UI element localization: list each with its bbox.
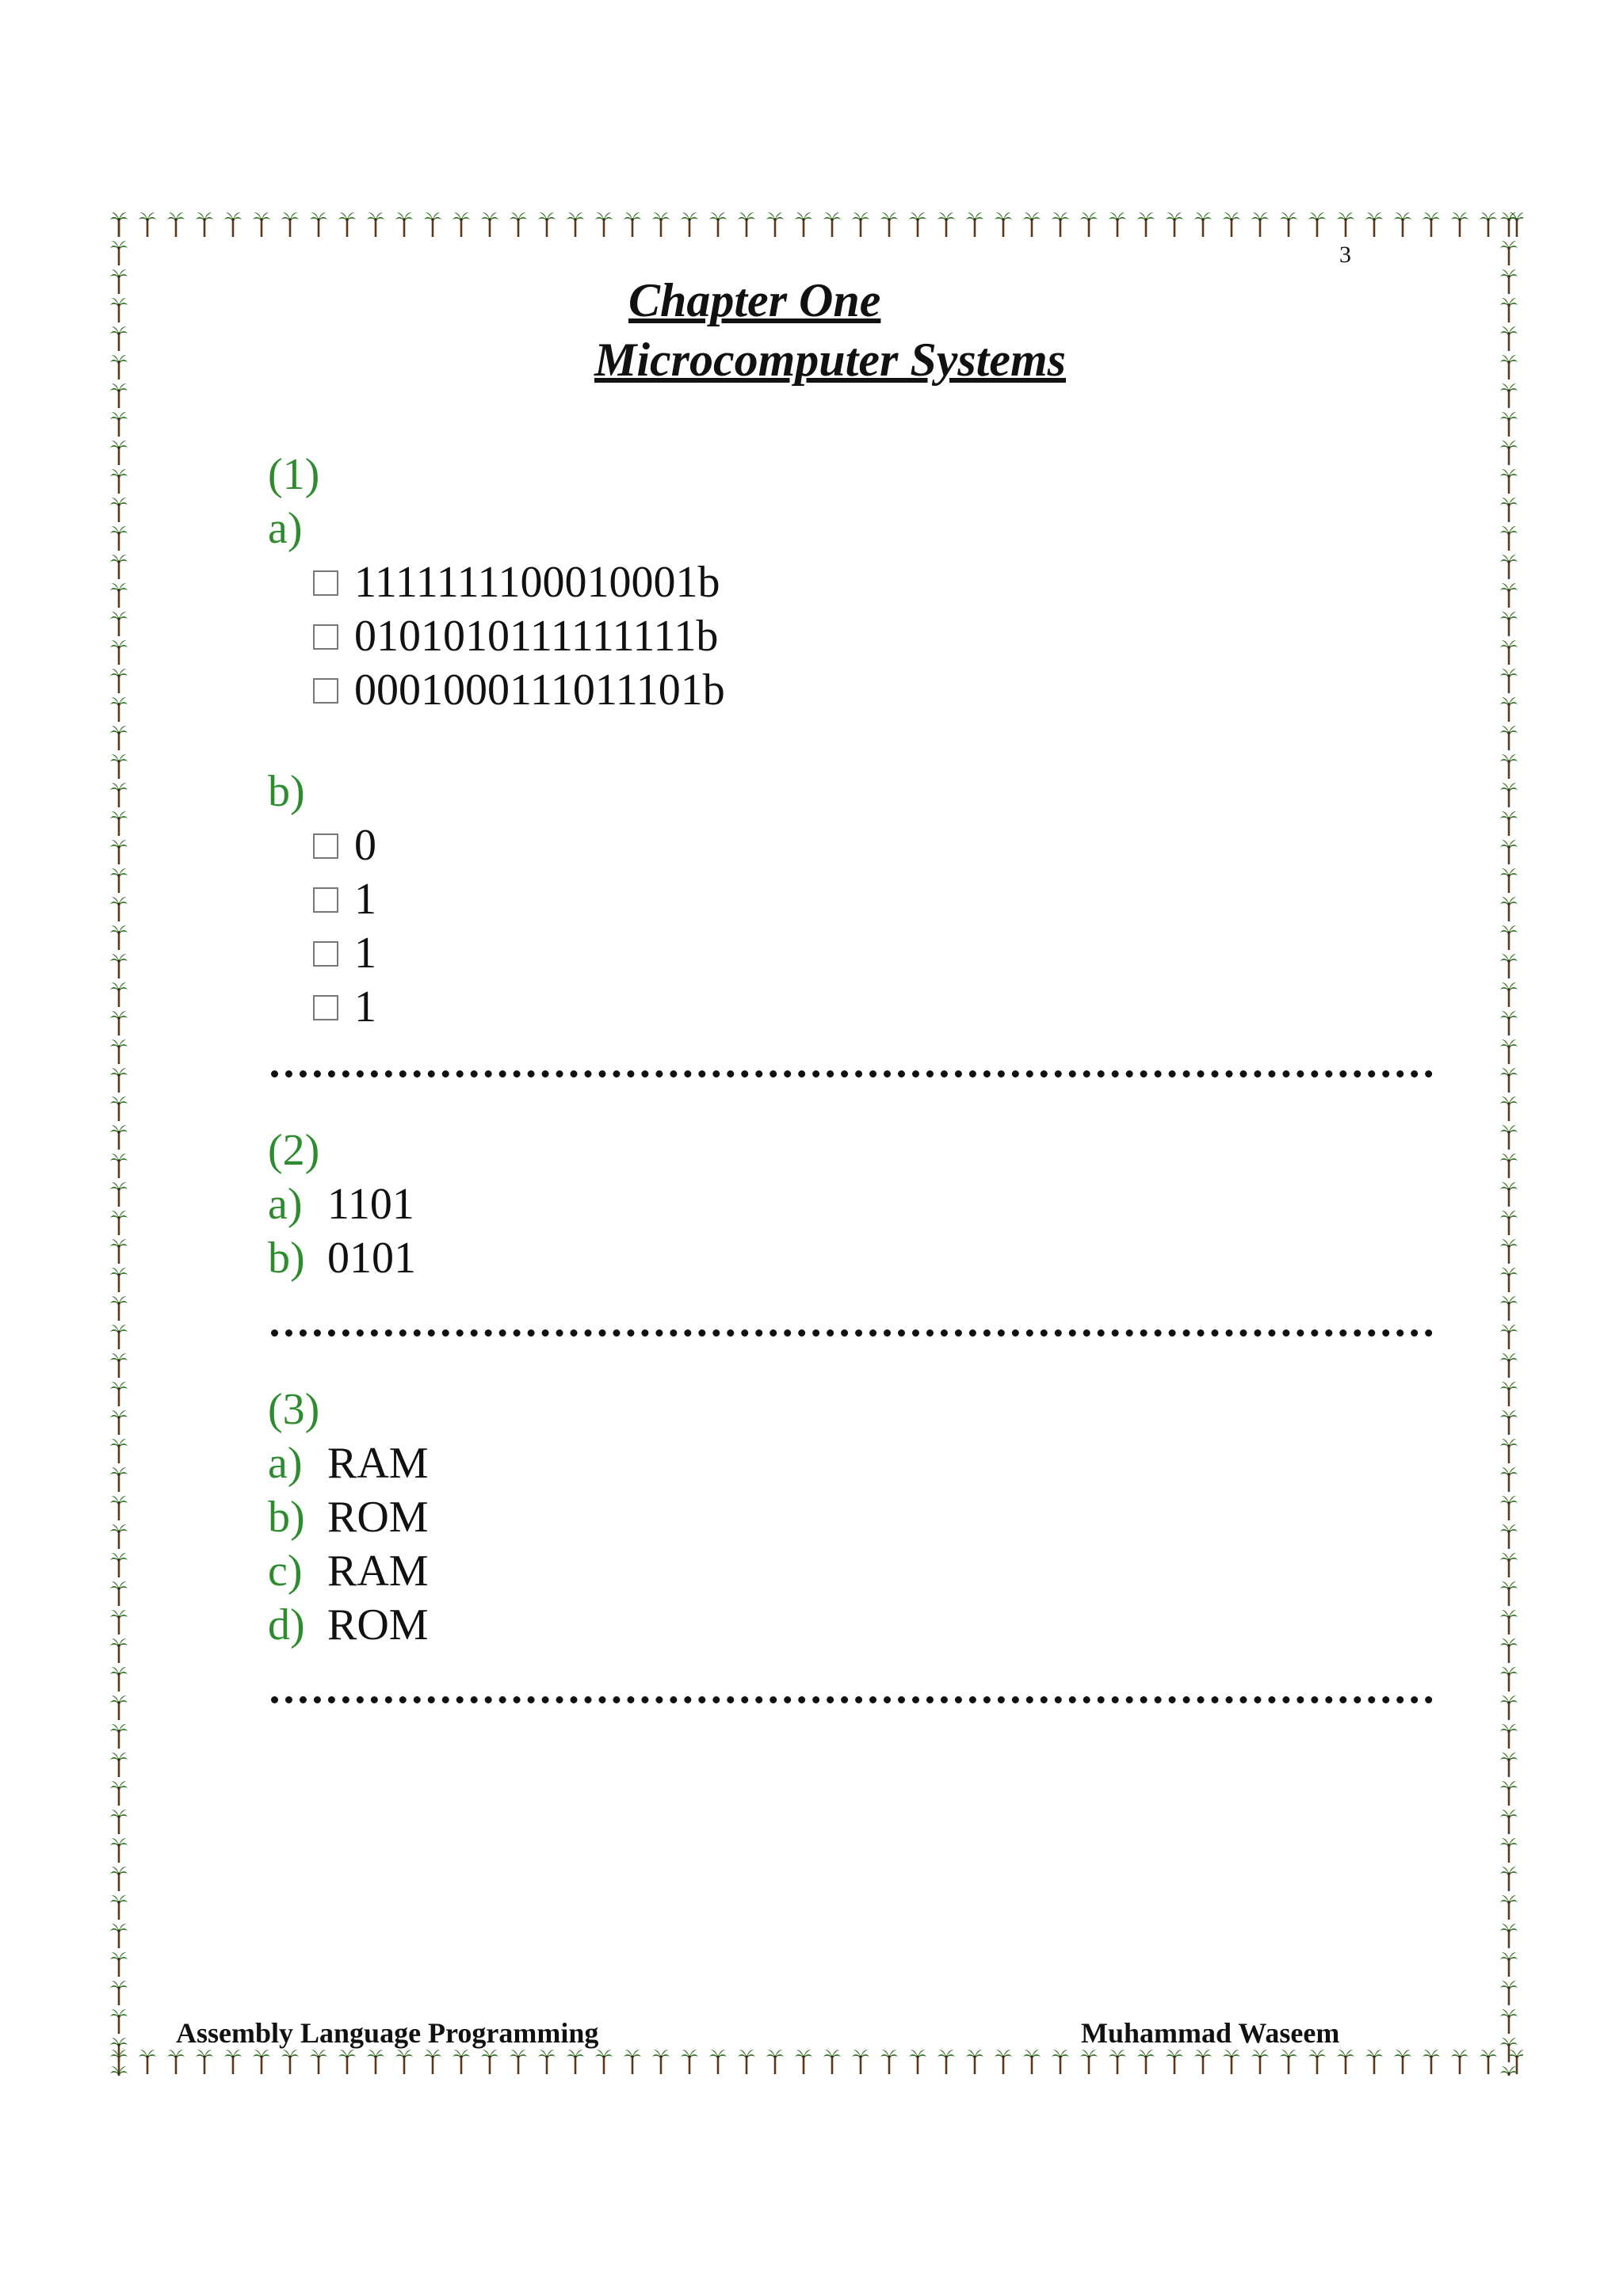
list-item: [268, 609, 1433, 663]
list-item: [268, 1544, 1433, 1598]
answer-label: c): [268, 1547, 303, 1596]
list-item: [268, 980, 1433, 1034]
list-item: [268, 1598, 1433, 1652]
answer-value: ROM: [327, 1493, 429, 1542]
answers-content: [268, 448, 1433, 1703]
palm-tree-icon: [105, 210, 133, 2076]
list-item: [268, 872, 1433, 926]
list-item-text: 0001000111011101b: [354, 666, 725, 715]
dotted-divider: [271, 1070, 1433, 1077]
answer-value: RAM: [327, 1547, 429, 1596]
chapter-title: Chapter One: [628, 274, 881, 326]
answer-label: a): [268, 1439, 303, 1488]
list-item: [268, 1490, 1433, 1544]
checkbox-square-icon: [313, 995, 338, 1020]
palm-tree-icon: [105, 2047, 1523, 2076]
checkbox-square-icon: [313, 570, 338, 596]
question-1-number: (1): [268, 450, 320, 499]
question-1a-label: a): [268, 504, 303, 553]
checkbox-square-icon: [313, 941, 338, 967]
answer-label: b): [268, 1234, 305, 1283]
page-border-bottom: [105, 2047, 1523, 2076]
answer-label: b): [268, 1493, 305, 1542]
dotted-divider: [271, 1696, 1433, 1703]
checkbox-square-icon: [313, 678, 338, 704]
answer-label: d): [268, 1600, 305, 1650]
question-3-number: (3): [268, 1385, 320, 1434]
answer-label: a): [268, 1180, 303, 1229]
list-item: [268, 926, 1433, 980]
list-item: [268, 818, 1433, 872]
footer-book-title: Assembly Language Programming: [176, 2017, 599, 2049]
checkbox-square-icon: [313, 887, 338, 913]
checkbox-square-icon: [313, 624, 338, 650]
palm-tree-icon: [1495, 210, 1523, 2076]
answer-value: 1101: [327, 1180, 414, 1229]
list-item-text: 1: [354, 875, 376, 924]
list-item-text: 0101010111111111b: [354, 612, 719, 661]
list-item-text: 1111111100010001b: [354, 558, 720, 607]
page-border-top: [105, 210, 1523, 238]
question-2-number: (2): [268, 1126, 320, 1175]
list-item-text: 0: [354, 821, 376, 870]
list-item: [268, 1231, 1433, 1285]
answer-value: RAM: [327, 1439, 429, 1488]
palm-tree-icon: [105, 210, 1523, 238]
page-border-right: [1495, 210, 1523, 2076]
answer-value: 0101: [327, 1234, 416, 1283]
chapter-subtitle: Microcomputer Systems: [594, 334, 1066, 386]
question-1b-label: b): [268, 767, 305, 816]
checkbox-square-icon: [313, 833, 338, 859]
answer-value: ROM: [327, 1600, 429, 1650]
page-number: 3: [1339, 242, 1351, 268]
list-item: [268, 1436, 1433, 1490]
footer-author: Muhammad Waseem: [1081, 2017, 1340, 2049]
list-item: [268, 663, 1433, 717]
dotted-divider: [271, 1329, 1433, 1337]
list-item: [268, 555, 1433, 609]
list-item-text: 1: [354, 929, 376, 978]
list-item: [268, 1177, 1433, 1231]
list-item-text: 1: [354, 982, 376, 1032]
page-border-left: [105, 210, 133, 2076]
